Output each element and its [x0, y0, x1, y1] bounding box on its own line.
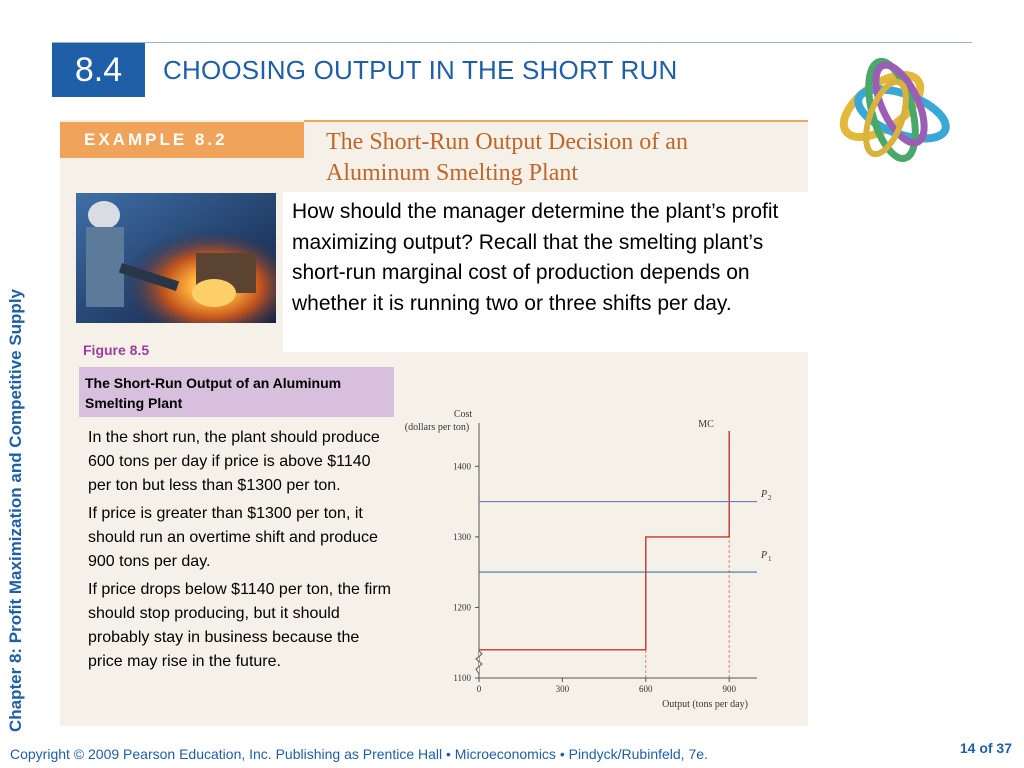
y-tick-label: 1400 [453, 461, 471, 472]
series-line-mc [479, 431, 729, 650]
mc-chart [395, 405, 790, 723]
copyright-footer: Copyright © 2009 Pearson Education, Inc. Publishing as Prentice Hall • Microeconomics • Pindyck/Rubinfeld, 7e. [10, 746, 708, 762]
y-axis-label-units: (dollars per ton) [404, 422, 470, 433]
example-badge: EXAMPLE 8.2 [60, 122, 304, 158]
mc-label: MC [698, 419, 714, 430]
axis-break [476, 651, 482, 674]
example-title: The Short-Run Output Decision of an Aluminum Smelting Plant [326, 129, 688, 186]
y-tick-label: 1300 [453, 531, 471, 542]
section-number: 8.4 [52, 43, 145, 97]
smelting-worker-photo-icon [76, 193, 276, 323]
question-text: How should the manager determine the plant’s profit maximizing output? Recall that the smelting plant’s short-run marginal cost of production depends on whether it is running two or three shifts per day. [292, 200, 779, 315]
x-axis-label: Output (tons per day) [662, 699, 748, 710]
bullet-item: If price is greater than $1300 per ton, it should run an overtime shift and produce 900 tons per day. [88, 505, 378, 570]
y-tick-label: 1200 [453, 602, 471, 613]
x-tick-label: 0 [476, 684, 482, 694]
header-rule [52, 42, 972, 43]
p1-label-sub: 1 [768, 555, 772, 563]
p2-label-sub: 2 [768, 494, 772, 502]
x-tick-label: 600 [639, 684, 653, 694]
figure-label: Figure 8.5 [83, 342, 150, 358]
bullet-list [88, 426, 393, 678]
y-tick-label: 1100 [453, 673, 471, 683]
x-tick-label: 900 [722, 684, 736, 694]
bullet-item: In the short run, the plant should produce 600 tons per day if price is above $1140 per ton but less than $1300 per ton. [88, 429, 380, 494]
p1-label-text: P [761, 550, 768, 561]
page-number: 14 of 37 [959, 740, 1012, 756]
p2-label-text: P [761, 489, 768, 500]
y-axis-label: Cost [453, 409, 473, 420]
figure-caption: The Short-Run Output of an Aluminum Smelting Plant [79, 367, 394, 417]
p2-label [760, 489, 772, 502]
bullet-item: If price drops below $1140 per ton, the firm should stop producing, but it should probably stay in business because the price may rise in the future. [88, 581, 391, 670]
rings-logo-icon [822, 44, 972, 174]
chapter-label: Chapter 8: Profit Maximization and Competitive Supply [6, 289, 25, 732]
slide-title: CHOOSING OUTPUT IN THE SHORT RUN [163, 55, 678, 85]
example-rule [304, 120, 808, 122]
x-tick-label: 300 [555, 684, 570, 694]
p1-label [760, 550, 772, 563]
